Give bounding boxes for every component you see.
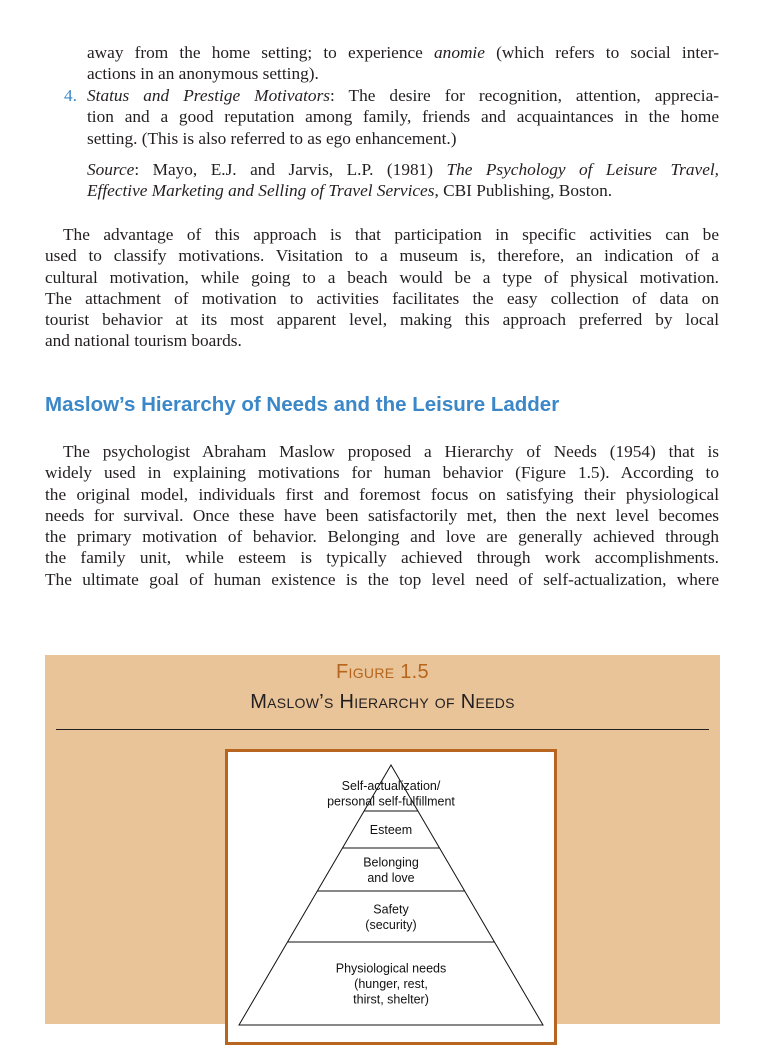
text-line: the primary motivation of behavior. Belonging and love are generally achieved through (45, 527, 719, 547)
text-line: the original model, individuals first and foremost focus on satisfying their physiological (45, 484, 719, 504)
pyramid-level-label: Self-actualization/ (341, 778, 441, 793)
figure-label: Figure 1.5 (336, 661, 429, 683)
text-line: setting. (This is also referred to as ego enhancement.) (87, 128, 457, 148)
pyramid-level-label: Belonging (363, 855, 419, 870)
section-heading: Maslow’s Hierarchy of Needs and the Leisure Ladder (45, 393, 560, 416)
paragraph-advantage (45, 224, 719, 352)
paragraph-maslow (45, 441, 719, 590)
text-line: tourist behavior at its most apparent level, making this approach preferred by local (45, 310, 719, 330)
figure-title: Maslow’s Hierarchy of Needs (250, 691, 515, 713)
pyramid-level-label: Esteem (369, 823, 413, 837)
pyramid-level-label: (hunger, rest, (354, 977, 428, 991)
text-line: the family unit, while esteem is typically achieved through work accomplishments. (45, 548, 719, 568)
source-citation (45, 159, 719, 202)
list-item-4 (45, 85, 719, 149)
text-line: away from the home setting; to experience anomie (which refers to social inter- (87, 43, 719, 62)
pyramid-level-label: Safety (373, 902, 409, 917)
pyramid-level-label: (security) (365, 917, 417, 932)
text-line: actions in an anonymous setting). (87, 64, 319, 84)
text-line: widely used in explaining motivations for human behavior (Figure 1.5). According to (45, 463, 719, 483)
text-line: The advantage of this approach is that participation in specific activities can be (63, 225, 719, 244)
continued-list-text (45, 42, 719, 85)
pyramid-level-label: and love (367, 870, 415, 885)
text-line: and national tourism boards. (45, 331, 242, 351)
pyramid-level-label: personal self-fulfillment (327, 794, 455, 809)
text-line: tion and a good reputation among family, friends and acquaintances in the home (87, 107, 719, 127)
text-line: Effective Marketing and Selling of Travel Services, CBI Publishing, Boston. (87, 181, 613, 201)
text-line: The attachment of motivation to activities facilitates the easy collection of data on (45, 288, 719, 308)
figure-image-frame (225, 749, 557, 1045)
text-line: The ultimate goal of human existence is the top level need of self-actualization, where (45, 569, 719, 589)
text-line: needs for survival. Once these have been satisfactorily met, then the next level becomes (45, 505, 719, 525)
list-number: 4. (64, 86, 77, 105)
text-line: cultural motivation, while going to a beach would be a type of physical motivation. (45, 267, 719, 287)
text-line: The psychologist Abraham Maslow proposed a Hierarchy of Needs (1954) that is (63, 442, 719, 461)
text-line: used to classify motivations. Visitation to a museum is, therefore, an indication of a (45, 246, 719, 266)
figure-divider (56, 729, 709, 730)
pyramid-level-label: thirst, shelter) (353, 992, 429, 1007)
text-line: Source: Mayo, E.J. and Jarvis, L.P. (1981) The Psychology of Leisure Travel, (87, 160, 719, 179)
figure-panel (45, 655, 720, 1024)
maslow-pyramid-diagram (225, 749, 557, 1045)
pyramid-level-label: Physiological needs (335, 961, 447, 976)
text-line: Status and Prestige Motivators: The desire for recognition, attention, apprecia- (87, 86, 719, 105)
